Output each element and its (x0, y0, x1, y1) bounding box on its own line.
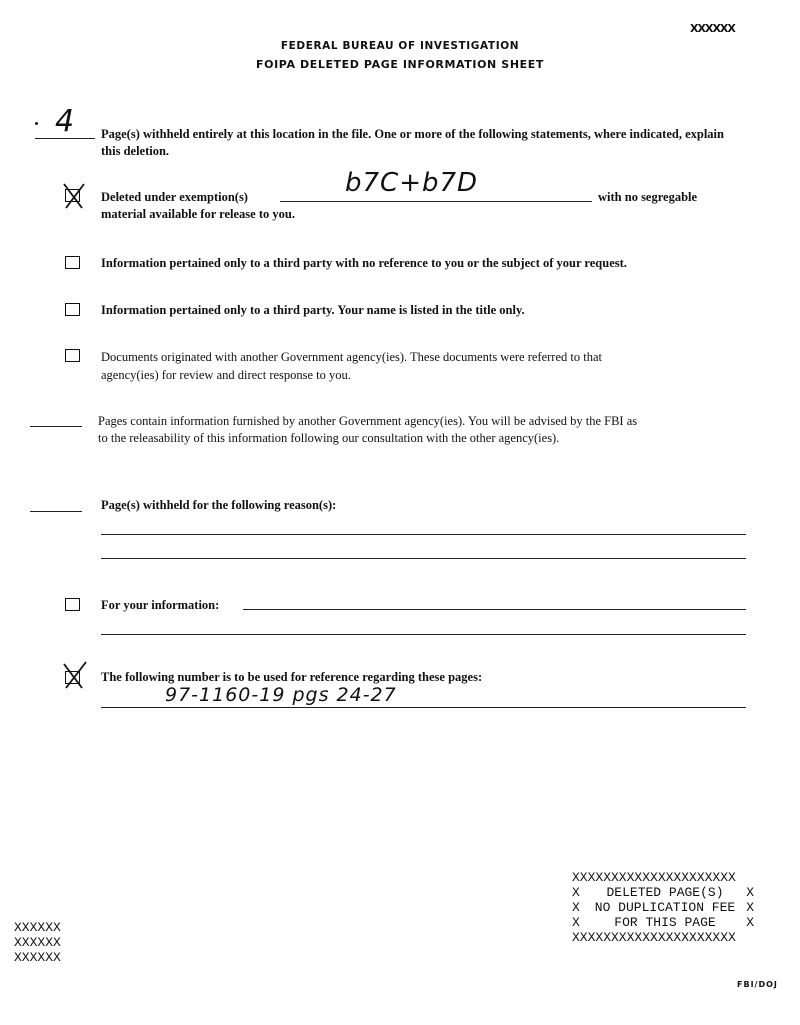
third-party-name-label: Information pertained only to a third party. Your name is listed in the title only. (101, 303, 525, 317)
left-stamp (14, 920, 61, 965)
deleted-box-side-right: X (746, 900, 754, 915)
furnished-line (30, 426, 82, 427)
reference-line (101, 707, 746, 708)
deleted-page-box (572, 870, 758, 945)
corner-stamp: XXXXXX (690, 22, 735, 35)
deleted-box-top-border: XXXXXXXXXXXXXXXXXXXXX (572, 870, 736, 885)
agency-name: FEDERAL BUREAU OF INVESTIGATION (280, 40, 520, 52)
page-count-dot (35, 122, 38, 125)
page-count-line (35, 138, 95, 139)
deleted-box-side-left: X (572, 885, 580, 900)
third-party-name-checkbox[interactable] (65, 303, 80, 316)
fyi-line-1 (243, 609, 746, 610)
reference-check-mark-icon (60, 660, 90, 692)
deleted-box-side-left: X (572, 915, 580, 930)
exemption-value: b7C+b7D (345, 168, 479, 198)
third-party-checkbox[interactable] (65, 256, 80, 269)
page-title: FOIPA DELETED PAGE INFORMATION SHEET (256, 58, 544, 71)
reference-value: 97-1160-19 pgs 24-27 (165, 684, 397, 706)
third-party-label: Information pertained only to a third party with no reference to you or the subject of your request. (101, 256, 627, 270)
withheld-reason-line-2 (101, 558, 746, 559)
fyi-label: For your information: (101, 598, 220, 612)
exemption-line (280, 201, 592, 202)
fyi-line-2 (101, 634, 746, 635)
furnished-line1: Pages contain information furnished by another Government agency(ies). You will be advised by the FBI as (98, 414, 638, 428)
left-stamp-line: XXXXXX (14, 920, 61, 935)
left-stamp-line: XXXXXX (14, 935, 61, 950)
withheld-count-line (30, 511, 82, 512)
withheld-reasons-label: Page(s) withheld for the following reason(s): (101, 498, 337, 512)
deleted-box-side-right: X (746, 885, 754, 900)
exemption-label: Deleted under exemption(s) (101, 190, 248, 204)
deleted-box-side-right: X (746, 915, 754, 930)
exemption-suffix: with no segregable (598, 190, 698, 204)
reference-label: The following number is to be used for reference regarding these pages: (101, 670, 483, 684)
exemption-check-mark-icon (60, 180, 88, 212)
page-count: 4 (55, 104, 75, 139)
withheld-reason-line-1 (101, 534, 746, 535)
deleted-box-line1: DELETED PAGE(S) (606, 885, 724, 900)
other-agency-checkbox[interactable] (65, 349, 80, 362)
deleted-box-side-left: X (572, 900, 580, 915)
deleted-box-line2: NO DUPLICATION FEE (594, 900, 736, 915)
other-agency-line2: agency(ies) for review and direct response to you. (101, 368, 351, 382)
furnished-line2: to the releasability of this information following our consultation with the other agency(ies). (98, 431, 560, 445)
other-agency-line1: Documents originated with another Government agency(ies). These documents were referred to that (101, 350, 602, 364)
deleted-box-line3: FOR THIS PAGE (614, 915, 716, 930)
deleted-box-bottom-border: XXXXXXXXXXXXXXXXXXXXX (572, 930, 736, 945)
exemption-line2: material available for release to you. (101, 207, 295, 221)
fyi-checkbox[interactable] (65, 598, 80, 611)
left-stamp-line: XXXXXX (14, 950, 61, 965)
intro-text: Page(s) withheld entirely at this location in the file. One or more of the following statements, where indicated, explain this deletion. (101, 127, 724, 158)
footer-code: FBI/DOJ (737, 980, 778, 989)
